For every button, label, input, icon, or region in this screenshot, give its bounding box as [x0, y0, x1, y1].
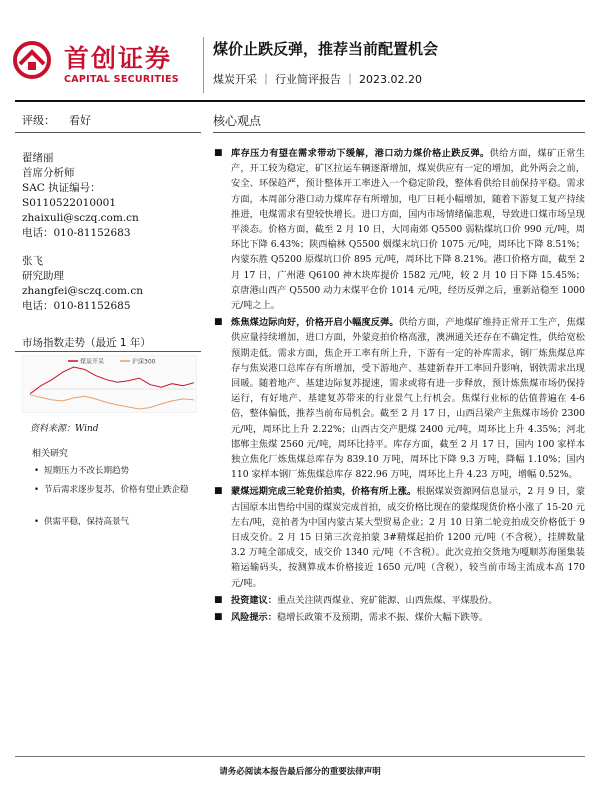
bullet-icon: ■ — [214, 594, 223, 605]
market-chart-title: 市场指数走势（最近 1 年） — [22, 337, 151, 349]
assistant-name: 张飞 — [22, 255, 43, 267]
bullet-icon: • — [34, 466, 40, 476]
bullet-icon: ■ — [214, 612, 223, 623]
paragraph-coking-coal: ■ 炼焦煤边际向好，价格开启小幅度反弹。供给方面，产地煤矿维持正常开工生产，焦煤供应量持续增加，进口方面，外蒙竞拍价格高涨，澳洲通关还存在不确定性，供给宽松预期走低。需求方面，焦企开工率有所上升，下游有一定的补库需求，钢厂炼焦煤总库存与焦炭港口总库存有所增加，受下游地产、基建新春开工率回升影响，钢铁需求出现回暖。随着地产、基建边际复苏提速，需求或将有进一步释放，预计炼焦煤市场仍保持运行，有好地产、基建复苏带来的行业景气上行机会。焦煤行业标的估值普遍在 4-6 倍，整体偏低，推荐当前布局机会。截至 2 月 17 日，山西吕梁产主焦煤市场价 2300 元/吨，周环比上升 2.22%；山西古交产肥煤 2400 元/吨，周环比上升 4.35%；河北邯郸主焦煤 2560 元/吨，周环比持平。库存方面，截至 2 月 17 日，国内 100 家样本独立焦化厂炼焦煤总库存为 839.10 万吨，周环比下降 9.3 万吨，降幅 1.10%；国内 110 家样本钢厂炼焦煤总库存 822.96 万吨，周环比上升 4.23 万吨，增幅 0.52%。 — [214, 317, 586, 481]
rating-rule — [15, 132, 201, 133]
footer-rule — [15, 756, 585, 757]
analyst-name: 翟绪丽 — [22, 152, 54, 164]
header-divider — [203, 37, 204, 93]
assistant-phone: 电话：010-81152685 — [22, 300, 131, 312]
analyst-block — [22, 151, 139, 241]
bullet-icon: • — [34, 485, 40, 495]
paragraph-thermal-coal: ■ 库存压力有望在需求带动下缓解，港口动力煤价格止跌反弹。供给方面，煤矿正常生产，开工较为稳定，矿区拉运车辆逐渐增加，煤炭供应有一定的增加，此外两会之前，安全、环保趋严，预计整体开工率进入一个稳定阶段，整体看供给目前保持平稳。需求方面，本周部分港口动力煤库存有所增加，电厂日耗小幅增加，随着下游复工复产持续推进，电煤需求有望较快增长。进口方面，国内市场情绪偏悲观，导致进口煤市场呈现平淡态。价格方面，截至 2 月 10 日，大同南郊 Q5500 弱粘煤坑口价 990 元/吨，周环比下降 6.43%；陕西榆林 Q5500 烟煤末坑口价 1075 元/吨，周环比下降 8.51%；内蒙东胜 Q5200 原煤坑口价 895 元/吨，周环比下降 8.21%。港口价格方面，截至 2 月 17 日，广州港 Q6100 神木块库提价 1582 元/吨，较 2 月 10 日下降 15.45%；京唐港山西产 Q5500 动力末煤平仓价 1014 元/吨，经历反弹之后，重新站稳至 1000 元/吨之上。 — [214, 148, 585, 312]
assistant-block — [22, 254, 143, 314]
analyst-license-label: SAC 执证编号： — [22, 182, 101, 194]
chart-rule — [15, 351, 201, 352]
report-title: 煤价止跌反弹，推荐当前配置机会 — [213, 40, 439, 58]
legend-label: 煤炭开采 — [80, 358, 105, 366]
analyst-phone: 电话：010-81152683 — [22, 227, 131, 239]
bullet-icon: ■ — [214, 148, 223, 158]
paragraph-mongolian-coal: ■ 蒙煤远期完成三轮竞价拍卖，价格有所上涨。根据煤炭资源网信息显示，2 月 9 日，蒙古国原本出售给中国的煤炭完成首拍，成交价格比现在的蒙煤现货价格小涨了 15-20 元左右/吨，竞拍者为中国内蒙古某大型贸易企业；2 月 10 日第二轮竞拍成交价格低于 9 日成交价。2 月 15 日第三次竞拍蒙 3#精煤起拍价 1200 元/吨（不含税），挂牌数量 3.2 万吨全部成交，成交价 1340 元/吨（不含税）。此次竞拍交货地为嘎顺苏海图集装箱运输码头，按测算成本价格接近 1650 元/吨（含税），较当前市场主流成本高 170 元/吨。 — [214, 486, 586, 589]
bullet-icon: ■ — [214, 317, 223, 328]
assistant-email[interactable]: zhangfei@sczq.com.cn — [22, 285, 143, 297]
assistant-role: 研究助理 — [22, 270, 64, 282]
report-subtitle: 煤炭开采 ｜ 行业简评报告 ｜ 2023.02.20 — [213, 73, 422, 86]
legend-label: 沪深300 — [132, 358, 156, 366]
bullet-icon: • — [34, 517, 40, 527]
bullet-icon: ■ — [214, 486, 223, 497]
related-item[interactable]: • 短期压力不改长期趋势 — [34, 466, 130, 476]
legal-disclaimer: 请务必阅读本报告最后部分的重要法律声明 — [219, 767, 381, 777]
paragraph-investment-advice: ■ 投资建议：重点关注陕西煤业、兖矿能源、山西焦煤、平煤股份。 — [208, 593, 585, 608]
related-item[interactable]: • 节后需求逐步复苏，价格有望止跌企稳 — [34, 485, 189, 495]
core-views-body — [208, 146, 585, 627]
related-research-title: 相关研究 — [32, 449, 69, 459]
paragraph-risk-warning: ■ 风险提示：稳增长政策不及预期，需求不振、煤价大幅下跌等。 — [208, 610, 585, 625]
core-views-title: 核心观点 — [213, 114, 262, 128]
brand-name-english: CAPITAL SECURITIES — [64, 74, 179, 85]
analyst-email[interactable]: zhaixuli@sczq.com.cn — [22, 212, 139, 224]
chart-source: 资料来源：Wind — [30, 424, 99, 434]
related-item[interactable]: • 供需平稳，保持高景气 — [34, 517, 130, 527]
header-rule — [15, 100, 585, 102]
capital-securities-logo-icon — [10, 40, 58, 80]
brand-name: 首创证券 — [64, 44, 173, 73]
market-index-chart — [22, 355, 197, 413]
rating-label: 评级： 看好 — [22, 114, 91, 127]
analyst-license-number: S0110522010001 — [22, 197, 117, 209]
analyst-role: 首席分析师 — [22, 167, 75, 179]
core-rule — [213, 132, 585, 133]
